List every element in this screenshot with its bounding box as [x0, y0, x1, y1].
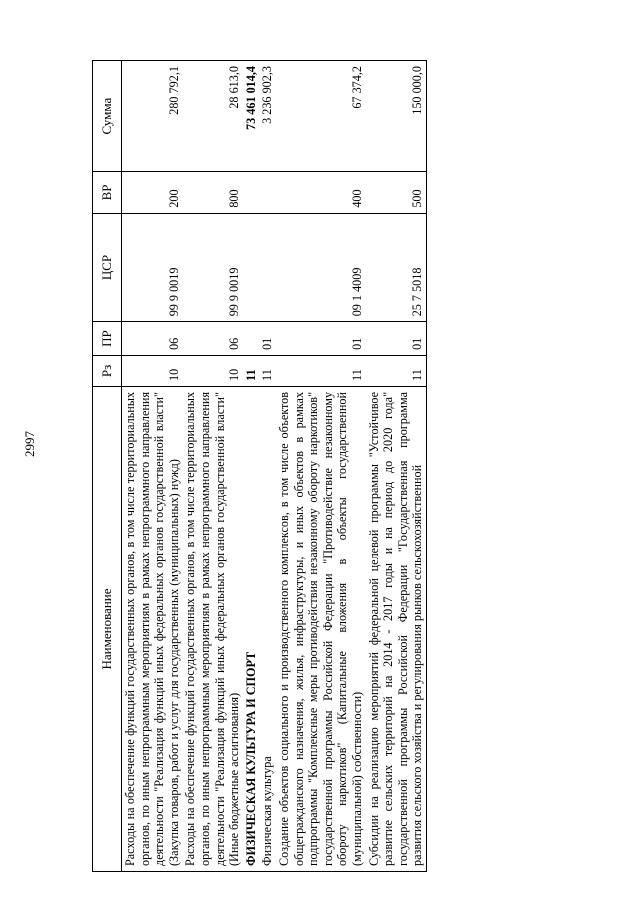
row-name: Расходы на обеспечение функций государственных органов, в том числе территориальных органов, по иным непрограммным мероприятиям в рамках непрограммного направления деятельности "Реализация функций иных федеральных органов государственной власти" (Иные бюджетные ассигнования) — [182, 386, 242, 871]
row-name: Расходы на обеспечение функций государственных органов, в том числе территориальных органов, по иным непрограммным мероприятиям в рамках непрограммного направления деятельности "Реализация функций иных федеральных органов государственной власти" (Закупка товаров, работ и услуг для государственных (муниципальных) нужд) — [122, 386, 183, 871]
row-rz: 11 — [276, 355, 366, 386]
row-vr: 500 — [366, 172, 427, 213]
row-rz: 11 — [259, 355, 276, 386]
table-row — [243, 61, 260, 872]
row-pr — [243, 322, 260, 356]
rotated-content — [92, 60, 550, 872]
row-pr: 06 — [122, 322, 183, 356]
header-pr: ПР — [93, 322, 122, 356]
row-pr: 01 — [259, 322, 276, 356]
table-header-row — [93, 61, 122, 872]
row-csr — [243, 213, 260, 322]
row-sum: 280 792,1 — [122, 61, 183, 172]
row-vr — [259, 172, 276, 213]
row-sum: 73 461 014,4 — [243, 61, 260, 172]
row-csr: 99 9 0019 — [122, 213, 183, 322]
row-rz: 10 — [182, 355, 242, 386]
table-row — [122, 61, 183, 872]
row-sum: 3 236 902,3 — [259, 61, 276, 172]
header-rz: Рз — [93, 355, 122, 386]
row-csr: 09 1 4009 — [276, 213, 366, 322]
budget-table — [92, 60, 427, 872]
row-pr: 01 — [366, 322, 427, 356]
header-vr: ВР — [93, 172, 122, 213]
table-row — [366, 61, 427, 872]
row-vr: 200 — [122, 172, 183, 213]
table-row — [276, 61, 366, 872]
header-csr: ЦСР — [93, 213, 122, 322]
row-vr: 400 — [276, 172, 366, 213]
row-sum: 67 374,2 — [276, 61, 366, 172]
header-sum: Сумма — [93, 61, 122, 172]
row-sum: 28 613,0 — [182, 61, 242, 172]
row-sum: 150 000,0 — [366, 61, 427, 172]
header-name: Наименование — [93, 386, 122, 871]
row-csr — [259, 213, 276, 322]
row-name: Субсидии на реализацию мероприятий федеральной целевой программы "Устойчивое развитие сельских территорий на 2014 - 2017 годы и на период до 2020 года" государственной программы Российской Федерации "Государственная программа развития сельского хозяйства и регулирования рынков сельскохозяйственной — [366, 386, 427, 871]
row-rz: 10 — [122, 355, 183, 386]
row-csr: 25 7 5018 — [366, 213, 427, 322]
row-pr: 01 — [276, 322, 366, 356]
table-row — [259, 61, 276, 872]
row-rz: 11 — [243, 355, 260, 386]
row-name: ФИЗИЧЕСКАЯ КУЛЬТУРА И СПОРТ — [243, 386, 260, 871]
row-name: Физическая культура — [259, 386, 276, 871]
page-number: 2997 — [22, 431, 37, 457]
row-name: Создание объектов социального и производственного комплексов, в том числе объектов общегражданского назначения, жилья, инфраструктуры, и иных объектов в рамках подпрограммы "Комплексные меры противодействия незаконному обороту наркотиков" государственной программы Российской Федерации "Противодействие незаконному обороту наркотиков" (Капитальные вложения в объекты государственной (муниципальной) собственности) — [276, 386, 366, 871]
row-vr — [243, 172, 260, 213]
row-vr: 800 — [182, 172, 242, 213]
table-row — [182, 61, 242, 872]
row-rz: 11 — [366, 355, 427, 386]
row-csr: 99 9 0019 — [182, 213, 242, 322]
row-pr: 06 — [182, 322, 242, 356]
